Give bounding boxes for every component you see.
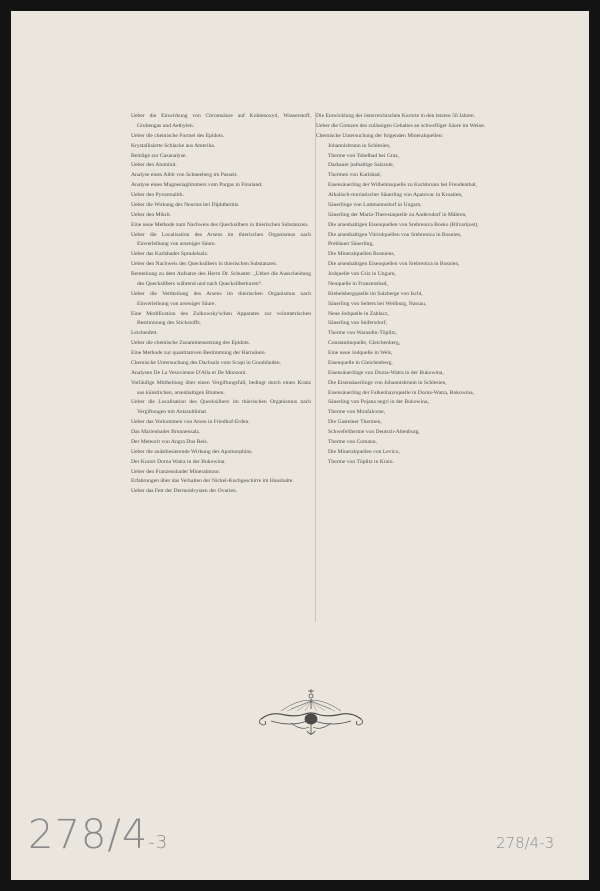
- right-subentry: Eisensäuerling der Wilhelmsquelle zu Karlsbrunn bei Freudenthal,: [328, 182, 477, 189]
- right-subentry: Therme von Comano,: [328, 438, 377, 445]
- right-subentry: Klebelsbergquelle im Salzberge von Ischl,: [328, 290, 423, 297]
- right-subentry: Darkauer jodhaltige Salzsole,: [328, 162, 395, 169]
- right-subentry: Preblauer Säuerling,: [328, 241, 374, 248]
- left-entry: Ueber den Nachweis des Quecksilbers in thierischen Substanzen.: [131, 261, 278, 268]
- left-entry: Ueber die Wirkung des Neurins bei Diphtheritis.: [131, 201, 240, 208]
- right-entry: Die Entwicklung der österreichischen Kurorte in den letzten 50 Jahren.: [316, 113, 476, 119]
- left-entry: Eine Methode zur quantitativen Bestimmung der Harnsäure.: [131, 350, 266, 356]
- right-subentry: Säuerling von Selters bei Weilburg, Nassau,: [328, 300, 427, 307]
- right-subentry: Die arsenhaltigen Eisenquellen von Srebrenica Bosko (Bilvarijost),: [328, 221, 479, 228]
- left-entry: Leichenfett.: [131, 330, 158, 337]
- right-subentry: Schwefeltherme von Deutsch-Altenburg,: [328, 429, 420, 435]
- left-entry: Der Kurort Dorna Watra in der Bukowina.: [131, 458, 226, 465]
- right-subentry: Therme von Tobelbad bei Graz,: [328, 152, 400, 159]
- right-entry: Ueber die Grenzen des zulässigen Gehaltes an schwefliger Säure im Weine.: [316, 122, 486, 129]
- right-subentry: Säuerling von Pojana negri in der Bukowina,: [328, 399, 429, 406]
- right-subentry: Die Mineralquellen von Levico,: [328, 448, 400, 455]
- left-entry: Ueber die Vertheilung des Arsens im thierischen Organismus nach Einverleibung von arseniger Säure.: [131, 290, 311, 307]
- left-entry: Der Meteorit von Angra Dos Reis.: [131, 438, 209, 445]
- left-entry: Beiträge zur Gasanalyse.: [131, 152, 187, 159]
- right-subentry: Neuquelle in Franzensbad,: [328, 280, 388, 287]
- left-entry: Ueber den Mikrit.: [131, 211, 172, 218]
- right-subentry: Säuerlinge von Luttmannsdorf in Ungarn,: [328, 201, 422, 208]
- right-subentry: Eisensäuerling der Falkenhaynquelle in Dorna-Watra, Bukowina,: [328, 389, 475, 396]
- left-column: [131, 112, 311, 497]
- right-subentry: Thermen von Karlsbad,: [328, 172, 381, 179]
- right-subentry: Johannisbrunn in Schlesien,: [328, 142, 391, 149]
- right-subentry: Alkalisch-muriatischer Säuerling von Apatovac in Kroatien,: [328, 192, 463, 198]
- pencil-annotation-left-suffix: -3: [148, 832, 169, 853]
- right-subentry: Säuerling von Seifersdorf,: [328, 320, 387, 327]
- right-subentry: Säuerling der Maria-Theresiaquelle zu Andersdorf in Mähren,: [328, 211, 467, 218]
- left-entry: Chemische Untersuchung des Dachsalz vom Scopi in Graubünden.: [131, 359, 282, 366]
- right-subentry: Eisenquelle in Gleichenberg,: [328, 359, 393, 366]
- right-subentry: Eine neue Jodquelle in Wels,: [328, 350, 393, 356]
- left-entry: Das Marienbader Brunnensalz.: [131, 429, 201, 435]
- right-subentry: Die Mineralquellen Bosniens,: [328, 251, 395, 258]
- right-subentry: Die Eisensäuerlinge von Johannisbrunn in Schlesien,: [328, 379, 447, 386]
- pencil-annotation-right: 278/4-3: [496, 834, 555, 852]
- right-subentry: Neue Jodquelle in Zablacz,: [328, 310, 389, 317]
- left-entry: Erfahrungen über das Verhalten der Nickel-Kochgeschirre im Haushalte.: [131, 478, 294, 485]
- left-entry: Ueber die Localisation des Arsens im thierischen Organismus nach Einverleibung von arseniger Säure.: [131, 231, 311, 248]
- right-subentry: Die Gasteiner Thermen,: [328, 419, 382, 426]
- left-entry: Ueber den Franzensbader Mineralmoor.: [131, 468, 221, 475]
- left-entry: Ueber den Aluminit.: [131, 162, 177, 169]
- left-entry: Ueber die Einwirkung von Chromsäure auf Kohlenoxyd, Wasserstoff, Grubengas und Aethylen.: [131, 113, 311, 129]
- left-entry: Bemerkung zu dem Aufsatze des Herrn Dr. Schuster: „Ueber die Ausscheidung des Quecksilbers während und nach Quecksilberkuren“.: [131, 271, 311, 287]
- left-entry: Ueber den Pyrosmalith.: [131, 192, 184, 198]
- right-column: [316, 112, 498, 468]
- right-subentry: Eisensäuerlinge von Dorna-Watra in der Bukowina,: [328, 369, 444, 376]
- left-entry: Analysen De La Vesuvienne D'Alla et De Monzoni.: [131, 369, 247, 376]
- left-entry: Krystallisierte Schlacke aus Amerika.: [131, 142, 216, 149]
- left-entry: Ueber das Karlsbader Sprudelsalz.: [131, 251, 209, 258]
- left-entry: Ueber die anästhesierende Wirkung des Apomorphins.: [131, 448, 253, 455]
- left-entry: Analyse eines Magnesiaglimmers vom Pargas in Finnland.: [131, 182, 263, 189]
- right-subentry: Die arsenhaltigen Eisenquellen von Srebrenica in Bosnien,: [328, 261, 460, 268]
- left-entry: Ueber die chemische Formel des Epidots.: [131, 132, 225, 139]
- pencil-annotation-left-main: 278/4: [28, 812, 149, 858]
- left-entry: Ueber die chemische Zusammensetzung des Epidots.: [131, 340, 250, 347]
- right-subentry: Therme von Warasdin-Töplitz,: [328, 330, 397, 337]
- right-entry: Chemische Untersuchung der folgenden Mineralquellen:: [316, 132, 444, 139]
- left-entry: Analyse eines Albit von Schneeberg im Passeir.: [131, 172, 238, 179]
- right-subentry: Constantinquelle, Gleichenberg,: [328, 340, 401, 347]
- left-entry: Eine Modification des Zulkowsky'schen Apparates zur volumetrischen Bestimmung des Stickstoffs.: [131, 310, 311, 327]
- left-entry: Eine neue Methode zum Nachweis des Quecksilbers in thierischen Substanzen.: [131, 221, 309, 228]
- left-entry: Vorläufige Mittheilung über einen Vergiftungsfall, bedingt durch einen Kranz aus künstlichen, arsenhaltigen Blumen.: [131, 379, 311, 396]
- right-subentry: Die arsenhaltigen Vitriolquellen von Srebrenica in Bosnien,: [328, 231, 462, 238]
- right-subentry: Jodquelle von Csiz in Ungarn,: [328, 271, 396, 277]
- right-subentry: Therme von Töplitz in Krain.: [328, 458, 394, 465]
- left-entry: Ueber die Localisation des Quecksilbers im thierischen Organismus nach Vergiftungen mit Aetzsublimat.: [131, 399, 311, 416]
- document-page: [11, 11, 589, 880]
- left-entry: Ueber das Vorkommen von Arsen in Friedhof-Erden.: [131, 419, 250, 426]
- pencil-annotation-left: [28, 812, 168, 858]
- decorative-ornament: [251, 687, 371, 749]
- right-subentry: Therme von Monfalcone,: [328, 409, 386, 416]
- left-entry: Ueber das Fett der Dermoidcysten der Ovarien.: [131, 488, 238, 495]
